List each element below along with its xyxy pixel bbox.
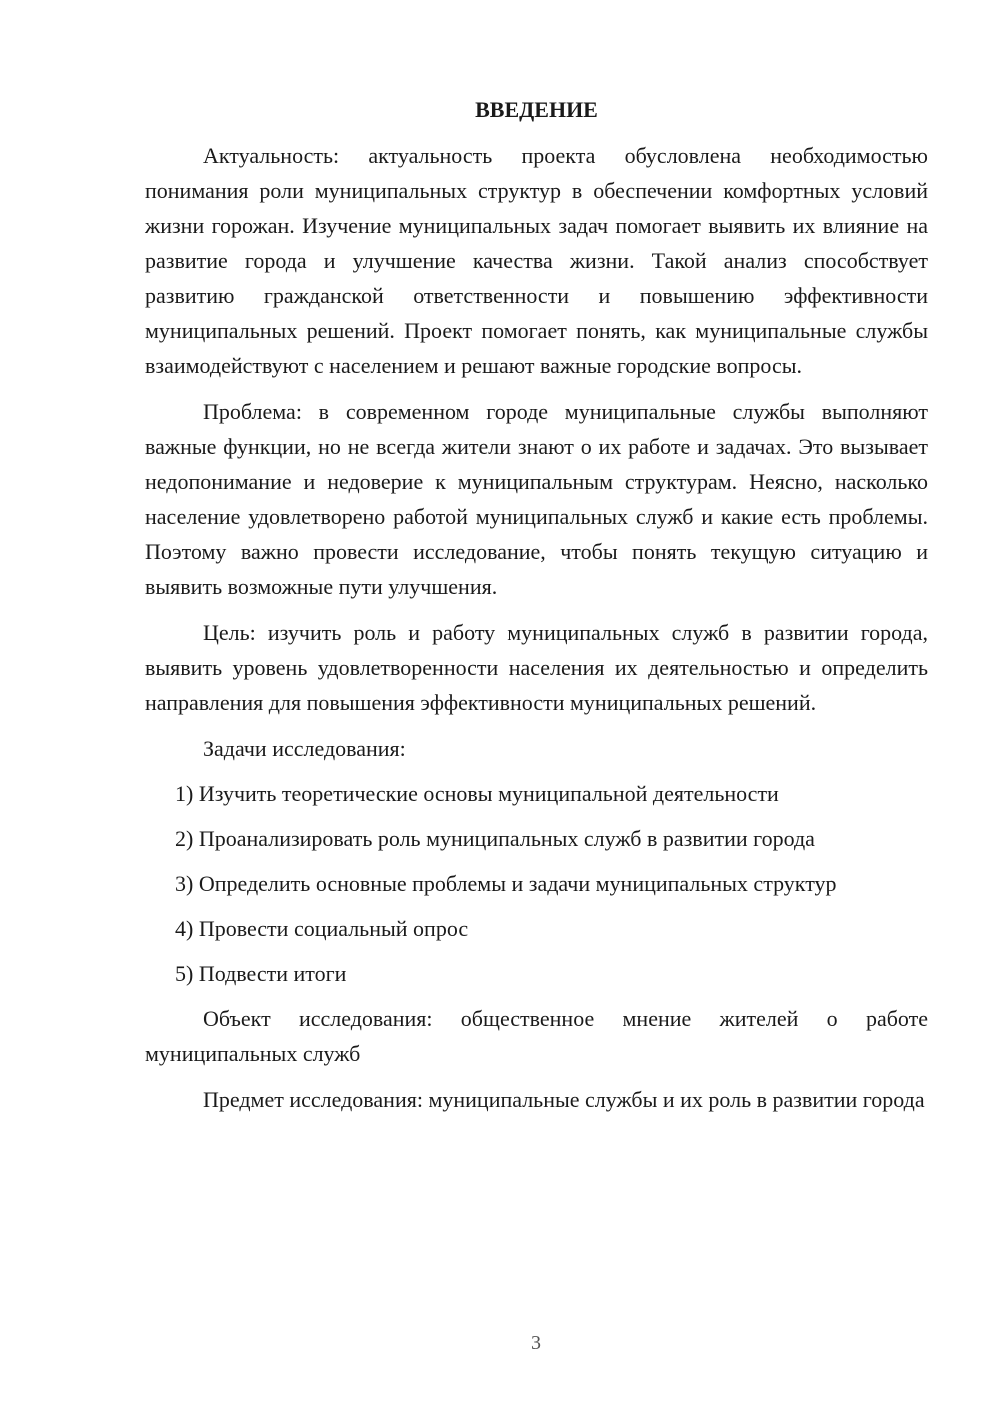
task-item: 2) Проанализировать роль муниципальных служб в развитии города [175,826,815,851]
page-number: 3 [531,1332,541,1354]
task-item: 1) Изучить теоретические основы муниципальной деятельности [175,781,779,806]
task-item: 5) Подвести итоги [175,961,347,986]
tasks-list [145,776,928,991]
task-item: 3) Определить основные проблемы и задачи муниципальных структур [175,871,837,896]
goal-paragraph: Цель: изучить роль и работу муниципальных служб в развитии города, выявить уровень удовлетворенности населения их деятельностью и определить направления для повышения эффективности муниципальных решений. [145,620,928,715]
relevance-paragraph: Актуальность: актуальность проекта обусловлена необходимостью понимания роли муниципальных структур в обеспечении комфортных условий жизни горожан. Изучение муниципальных задач помогает выявить их влияние на развитие города и улучшение качества жизни. Такой анализ способствует развитию гражданской ответственности и повышению эффективности муниципальных решений. Проект помогает понять, как муниципальные службы взаимодействуют с населением и решают важные городские вопросы. [145,143,928,378]
problem-paragraph: Проблема: в современном городе муниципальные службы выполняют важные функции, но не всегда жители знают о их работе и задачах. Это вызывает недопонимание и недоверие к муниципальным структурам. Неясно, насколько население удовлетворено работой муниципальных служб и какие есть проблемы. Поэтому важно провести исследование, чтобы понять текущую ситуацию и выявить возможные пути улучшения. [145,399,928,599]
page-content [145,94,928,1128]
subject-paragraph: Предмет исследования: муниципальные службы и их роль в развитии города [203,1087,925,1112]
section-heading: ВВЕДЕНИЕ [475,97,598,122]
object-paragraph: Объект исследования: общественное мнение жителей о работе муниципальных служб [145,1006,928,1066]
task-item: 4) Провести социальный опрос [175,916,469,941]
tasks-title: Задачи исследования: [203,736,406,761]
